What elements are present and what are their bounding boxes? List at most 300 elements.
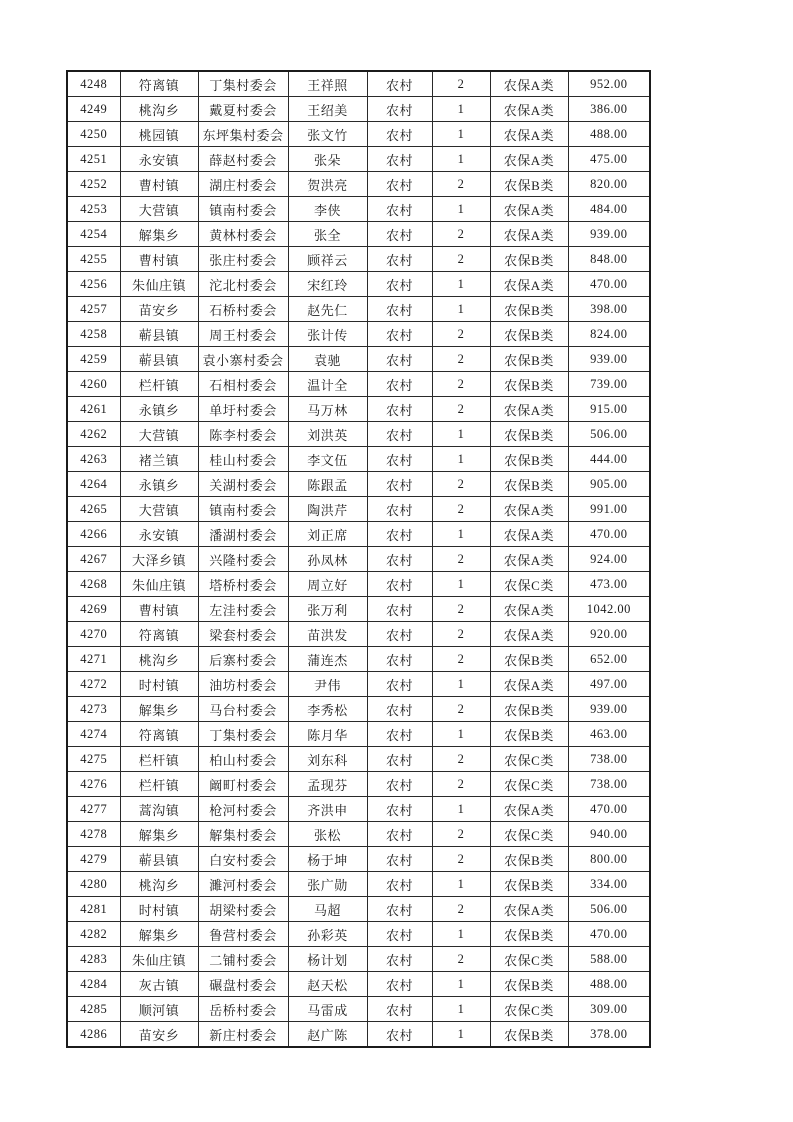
cell-person_name: 周立好: [288, 572, 367, 597]
cell-town: 大营镇: [120, 422, 198, 447]
cell-count: 2: [432, 372, 490, 397]
cell-person_name: 刘东科: [288, 747, 367, 772]
table-row: [67, 272, 650, 297]
cell-count: 1: [432, 272, 490, 297]
cell-person_name: 马雷成: [288, 997, 367, 1022]
cell-person_name: 温计全: [288, 372, 367, 397]
cell-type: 农村: [367, 772, 432, 797]
cell-category: 农保A类: [490, 397, 568, 422]
cell-count: 2: [432, 747, 490, 772]
table-row: [67, 622, 650, 647]
cell-type: 农村: [367, 747, 432, 772]
table-row: [67, 71, 650, 97]
cell-town: 解集乡: [120, 922, 198, 947]
cell-serial: 4274: [67, 722, 120, 747]
cell-serial: 4249: [67, 97, 120, 122]
cell-amount: 939.00: [568, 347, 650, 372]
cell-type: 农村: [367, 922, 432, 947]
cell-person_name: 孙彩英: [288, 922, 367, 947]
table-row: [67, 197, 650, 222]
cell-type: 农村: [367, 997, 432, 1022]
cell-person_name: 尹伟: [288, 672, 367, 697]
cell-amount: 497.00: [568, 672, 650, 697]
cell-count: 1: [432, 797, 490, 822]
cell-count: 2: [432, 497, 490, 522]
cell-person_name: 齐洪申: [288, 797, 367, 822]
cell-count: 1: [432, 122, 490, 147]
cell-count: 2: [432, 397, 490, 422]
cell-town: 蕲县镇: [120, 322, 198, 347]
cell-town: 栏杆镇: [120, 747, 198, 772]
cell-count: 2: [432, 172, 490, 197]
cell-type: 农村: [367, 597, 432, 622]
cell-town: 栏杆镇: [120, 372, 198, 397]
cell-type: 农村: [367, 172, 432, 197]
cell-count: 2: [432, 347, 490, 372]
cell-serial: 4283: [67, 947, 120, 972]
table-row: [67, 397, 650, 422]
cell-category: 农保B类: [490, 847, 568, 872]
table-row: [67, 547, 650, 572]
cell-person_name: 赵广陈: [288, 1022, 367, 1048]
insurance-roster-table: [66, 70, 651, 1048]
cell-amount: 739.00: [568, 372, 650, 397]
cell-person_name: 张计传: [288, 322, 367, 347]
cell-village: 胡梁村委会: [198, 897, 288, 922]
cell-person_name: 李文伍: [288, 447, 367, 472]
cell-person_name: 苗洪发: [288, 622, 367, 647]
cell-town: 栏杆镇: [120, 772, 198, 797]
cell-person_name: 袁驰: [288, 347, 367, 372]
table-row: [67, 147, 650, 172]
cell-person_name: 张万利: [288, 597, 367, 622]
table-row: [67, 297, 650, 322]
cell-type: 农村: [367, 322, 432, 347]
cell-village: 薛赵村委会: [198, 147, 288, 172]
cell-category: 农保B类: [490, 922, 568, 947]
cell-type: 农村: [367, 122, 432, 147]
cell-category: 农保B类: [490, 322, 568, 347]
cell-village: 石桥村委会: [198, 297, 288, 322]
table-row: [67, 972, 650, 997]
cell-count: 2: [432, 322, 490, 347]
cell-count: 1: [432, 1022, 490, 1048]
table-row: [67, 522, 650, 547]
cell-amount: 939.00: [568, 697, 650, 722]
cell-village: 黄林村委会: [198, 222, 288, 247]
cell-amount: 915.00: [568, 397, 650, 422]
cell-serial: 4267: [67, 547, 120, 572]
table-row: [67, 897, 650, 922]
cell-town: 大营镇: [120, 197, 198, 222]
cell-count: 1: [432, 572, 490, 597]
cell-village: 镇南村委会: [198, 497, 288, 522]
cell-town: 大泽乡镇: [120, 547, 198, 572]
cell-town: 桃沟乡: [120, 97, 198, 122]
cell-serial: 4278: [67, 822, 120, 847]
cell-village: 单圩村委会: [198, 397, 288, 422]
cell-count: 2: [432, 472, 490, 497]
cell-category: 农保B类: [490, 297, 568, 322]
cell-person_name: 李侠: [288, 197, 367, 222]
cell-serial: 4258: [67, 322, 120, 347]
cell-serial: 4273: [67, 697, 120, 722]
cell-category: 农保B类: [490, 422, 568, 447]
cell-village: 周王村委会: [198, 322, 288, 347]
cell-amount: 309.00: [568, 997, 650, 1022]
cell-category: 农保A类: [490, 497, 568, 522]
table-row: [67, 997, 650, 1022]
cell-person_name: 赵天松: [288, 972, 367, 997]
cell-category: 农保B类: [490, 872, 568, 897]
table-row: [67, 222, 650, 247]
cell-count: 1: [432, 997, 490, 1022]
cell-serial: 4260: [67, 372, 120, 397]
cell-serial: 4280: [67, 872, 120, 897]
cell-amount: 824.00: [568, 322, 650, 347]
cell-town: 符离镇: [120, 622, 198, 647]
cell-count: 1: [432, 197, 490, 222]
cell-amount: 386.00: [568, 97, 650, 122]
cell-village: 戴夏村委会: [198, 97, 288, 122]
cell-village: 柏山村委会: [198, 747, 288, 772]
cell-village: 鲁营村委会: [198, 922, 288, 947]
cell-amount: 488.00: [568, 972, 650, 997]
cell-type: 农村: [367, 71, 432, 97]
cell-person_name: 刘洪英: [288, 422, 367, 447]
cell-category: 农保A类: [490, 897, 568, 922]
cell-amount: 334.00: [568, 872, 650, 897]
cell-person_name: 顾祥云: [288, 247, 367, 272]
cell-amount: 848.00: [568, 247, 650, 272]
cell-count: 2: [432, 697, 490, 722]
cell-count: 2: [432, 547, 490, 572]
cell-person_name: 张广勋: [288, 872, 367, 897]
table-row: [67, 672, 650, 697]
cell-person_name: 张全: [288, 222, 367, 247]
table-row: [67, 247, 650, 272]
cell-amount: 506.00: [568, 422, 650, 447]
cell-type: 农村: [367, 672, 432, 697]
cell-type: 农村: [367, 197, 432, 222]
cell-type: 农村: [367, 422, 432, 447]
cell-amount: 738.00: [568, 747, 650, 772]
cell-category: 农保A类: [490, 672, 568, 697]
cell-count: 2: [432, 222, 490, 247]
cell-serial: 4281: [67, 897, 120, 922]
cell-town: 大营镇: [120, 497, 198, 522]
table-row: [67, 1022, 650, 1048]
cell-type: 农村: [367, 697, 432, 722]
cell-serial: 4284: [67, 972, 120, 997]
cell-amount: 820.00: [568, 172, 650, 197]
cell-amount: 470.00: [568, 522, 650, 547]
cell-town: 蕲县镇: [120, 347, 198, 372]
cell-village: 二铺村委会: [198, 947, 288, 972]
cell-type: 农村: [367, 272, 432, 297]
cell-amount: 991.00: [568, 497, 650, 522]
cell-serial: 4275: [67, 747, 120, 772]
cell-amount: 444.00: [568, 447, 650, 472]
cell-village: 左洼村委会: [198, 597, 288, 622]
cell-category: 农保A类: [490, 122, 568, 147]
cell-amount: 484.00: [568, 197, 650, 222]
cell-person_name: 张松: [288, 822, 367, 847]
cell-town: 永安镇: [120, 147, 198, 172]
table-row: [67, 472, 650, 497]
cell-town: 永安镇: [120, 522, 198, 547]
cell-village: 阚町村委会: [198, 772, 288, 797]
cell-count: 1: [432, 147, 490, 172]
cell-person_name: 张文竹: [288, 122, 367, 147]
cell-town: 解集乡: [120, 222, 198, 247]
cell-person_name: 蒲连杰: [288, 647, 367, 672]
table-row: [67, 372, 650, 397]
cell-amount: 506.00: [568, 897, 650, 922]
cell-serial: 4256: [67, 272, 120, 297]
cell-village: 塔桥村委会: [198, 572, 288, 597]
cell-serial: 4264: [67, 472, 120, 497]
cell-serial: 4271: [67, 647, 120, 672]
cell-count: 2: [432, 847, 490, 872]
cell-amount: 588.00: [568, 947, 650, 972]
cell-town: 桃园镇: [120, 122, 198, 147]
cell-serial: 4286: [67, 1022, 120, 1048]
cell-category: 农保B类: [490, 447, 568, 472]
cell-type: 农村: [367, 372, 432, 397]
cell-village: 关湖村委会: [198, 472, 288, 497]
cell-serial: 4266: [67, 522, 120, 547]
cell-town: 桃沟乡: [120, 872, 198, 897]
cell-category: 农保B类: [490, 372, 568, 397]
cell-town: 解集乡: [120, 822, 198, 847]
cell-town: 解集乡: [120, 697, 198, 722]
cell-type: 农村: [367, 522, 432, 547]
cell-village: 丁集村委会: [198, 722, 288, 747]
cell-count: 2: [432, 772, 490, 797]
cell-person_name: 陈跟孟: [288, 472, 367, 497]
cell-serial: 4270: [67, 622, 120, 647]
table-row: [67, 597, 650, 622]
cell-town: 符离镇: [120, 722, 198, 747]
cell-village: 镇南村委会: [198, 197, 288, 222]
table-row: [67, 447, 650, 472]
cell-count: 1: [432, 972, 490, 997]
table-row: [67, 747, 650, 772]
cell-type: 农村: [367, 222, 432, 247]
cell-amount: 378.00: [568, 1022, 650, 1048]
cell-town: 时村镇: [120, 672, 198, 697]
table-row: [67, 172, 650, 197]
cell-amount: 738.00: [568, 772, 650, 797]
cell-amount: 940.00: [568, 822, 650, 847]
cell-category: 农保A类: [490, 71, 568, 97]
cell-type: 农村: [367, 947, 432, 972]
cell-village: 湖庄村委会: [198, 172, 288, 197]
cell-person_name: 王祥照: [288, 71, 367, 97]
table-row: [67, 347, 650, 372]
cell-amount: 800.00: [568, 847, 650, 872]
cell-person_name: 王绍美: [288, 97, 367, 122]
cell-category: 农保B类: [490, 347, 568, 372]
cell-count: 1: [432, 97, 490, 122]
cell-town: 苗安乡: [120, 1022, 198, 1048]
cell-person_name: 李秀松: [288, 697, 367, 722]
table-row: [67, 847, 650, 872]
cell-amount: 920.00: [568, 622, 650, 647]
cell-type: 农村: [367, 797, 432, 822]
cell-amount: 470.00: [568, 272, 650, 297]
table-row: [67, 722, 650, 747]
table-row: [67, 122, 650, 147]
cell-person_name: 赵先仁: [288, 297, 367, 322]
table-row: [67, 697, 650, 722]
cell-person_name: 孟现芬: [288, 772, 367, 797]
cell-count: 1: [432, 672, 490, 697]
cell-town: 时村镇: [120, 897, 198, 922]
cell-village: 枪河村委会: [198, 797, 288, 822]
table-row: [67, 97, 650, 122]
cell-amount: 398.00: [568, 297, 650, 322]
cell-category: 农保B类: [490, 697, 568, 722]
cell-count: 2: [432, 822, 490, 847]
cell-town: 蒿沟镇: [120, 797, 198, 822]
cell-count: 2: [432, 947, 490, 972]
cell-village: 后寨村委会: [198, 647, 288, 672]
cell-count: 2: [432, 71, 490, 97]
cell-village: 东坪集村委会: [198, 122, 288, 147]
cell-count: 1: [432, 722, 490, 747]
cell-category: 农保C类: [490, 572, 568, 597]
cell-category: 农保A类: [490, 797, 568, 822]
cell-person_name: 贺洪亮: [288, 172, 367, 197]
table-row: [67, 572, 650, 597]
cell-town: 曹村镇: [120, 247, 198, 272]
cell-type: 农村: [367, 247, 432, 272]
cell-serial: 4254: [67, 222, 120, 247]
cell-village: 陈李村委会: [198, 422, 288, 447]
cell-category: 农保B类: [490, 247, 568, 272]
cell-serial: 4269: [67, 597, 120, 622]
cell-serial: 4282: [67, 922, 120, 947]
cell-amount: 905.00: [568, 472, 650, 497]
cell-category: 农保C类: [490, 822, 568, 847]
cell-serial: 4263: [67, 447, 120, 472]
cell-category: 农保C类: [490, 997, 568, 1022]
cell-town: 曹村镇: [120, 597, 198, 622]
cell-category: 农保B类: [490, 722, 568, 747]
cell-serial: 4252: [67, 172, 120, 197]
cell-type: 农村: [367, 847, 432, 872]
cell-town: 永镇乡: [120, 472, 198, 497]
cell-serial: 4279: [67, 847, 120, 872]
table-row: [67, 772, 650, 797]
cell-serial: 4276: [67, 772, 120, 797]
cell-amount: 939.00: [568, 222, 650, 247]
cell-serial: 4257: [67, 297, 120, 322]
cell-serial: 4262: [67, 422, 120, 447]
cell-type: 农村: [367, 1022, 432, 1048]
cell-person_name: 张朵: [288, 147, 367, 172]
cell-town: 蕲县镇: [120, 847, 198, 872]
table-row: [67, 947, 650, 972]
cell-town: 桃沟乡: [120, 647, 198, 672]
cell-amount: 470.00: [568, 797, 650, 822]
cell-person_name: 孙凤林: [288, 547, 367, 572]
cell-serial: 4268: [67, 572, 120, 597]
cell-town: 苗安乡: [120, 297, 198, 322]
cell-type: 农村: [367, 297, 432, 322]
cell-category: 农保B类: [490, 647, 568, 672]
cell-person_name: 马万林: [288, 397, 367, 422]
cell-town: 朱仙庄镇: [120, 947, 198, 972]
cell-category: 农保B类: [490, 172, 568, 197]
roster-table-body: [67, 71, 650, 1047]
cell-village: 解集村委会: [198, 822, 288, 847]
cell-count: 1: [432, 522, 490, 547]
cell-village: 白安村委会: [198, 847, 288, 872]
cell-category: 农保C类: [490, 947, 568, 972]
cell-category: 农保B类: [490, 972, 568, 997]
cell-village: 沱北村委会: [198, 272, 288, 297]
cell-type: 农村: [367, 472, 432, 497]
cell-town: 符离镇: [120, 71, 198, 97]
cell-town: 曹村镇: [120, 172, 198, 197]
cell-amount: 473.00: [568, 572, 650, 597]
cell-serial: 4277: [67, 797, 120, 822]
cell-serial: 4265: [67, 497, 120, 522]
cell-type: 农村: [367, 622, 432, 647]
cell-type: 农村: [367, 647, 432, 672]
cell-type: 农村: [367, 897, 432, 922]
cell-village: 濉河村委会: [198, 872, 288, 897]
cell-amount: 470.00: [568, 922, 650, 947]
cell-type: 农村: [367, 972, 432, 997]
cell-village: 岳桥村委会: [198, 997, 288, 1022]
cell-type: 农村: [367, 397, 432, 422]
cell-category: 农保A类: [490, 97, 568, 122]
table-row: [67, 872, 650, 897]
cell-count: 1: [432, 297, 490, 322]
cell-town: 朱仙庄镇: [120, 572, 198, 597]
cell-category: 农保A类: [490, 197, 568, 222]
cell-person_name: 宋红玲: [288, 272, 367, 297]
cell-type: 农村: [367, 572, 432, 597]
cell-type: 农村: [367, 347, 432, 372]
cell-person_name: 杨于坤: [288, 847, 367, 872]
cell-person_name: 陶洪芹: [288, 497, 367, 522]
cell-type: 农村: [367, 447, 432, 472]
cell-count: 2: [432, 247, 490, 272]
table-row: [67, 497, 650, 522]
table-row: [67, 422, 650, 447]
cell-town: 永镇乡: [120, 397, 198, 422]
cell-amount: 463.00: [568, 722, 650, 747]
table-row: [67, 797, 650, 822]
cell-type: 农村: [367, 822, 432, 847]
cell-village: 马台村委会: [198, 697, 288, 722]
cell-serial: 4259: [67, 347, 120, 372]
cell-count: 2: [432, 647, 490, 672]
cell-count: 2: [432, 897, 490, 922]
cell-count: 1: [432, 422, 490, 447]
cell-type: 农村: [367, 147, 432, 172]
cell-village: 潘湖村委会: [198, 522, 288, 547]
cell-category: 农保A类: [490, 222, 568, 247]
cell-category: 农保C类: [490, 747, 568, 772]
table-row: [67, 922, 650, 947]
cell-category: 农保A类: [490, 622, 568, 647]
